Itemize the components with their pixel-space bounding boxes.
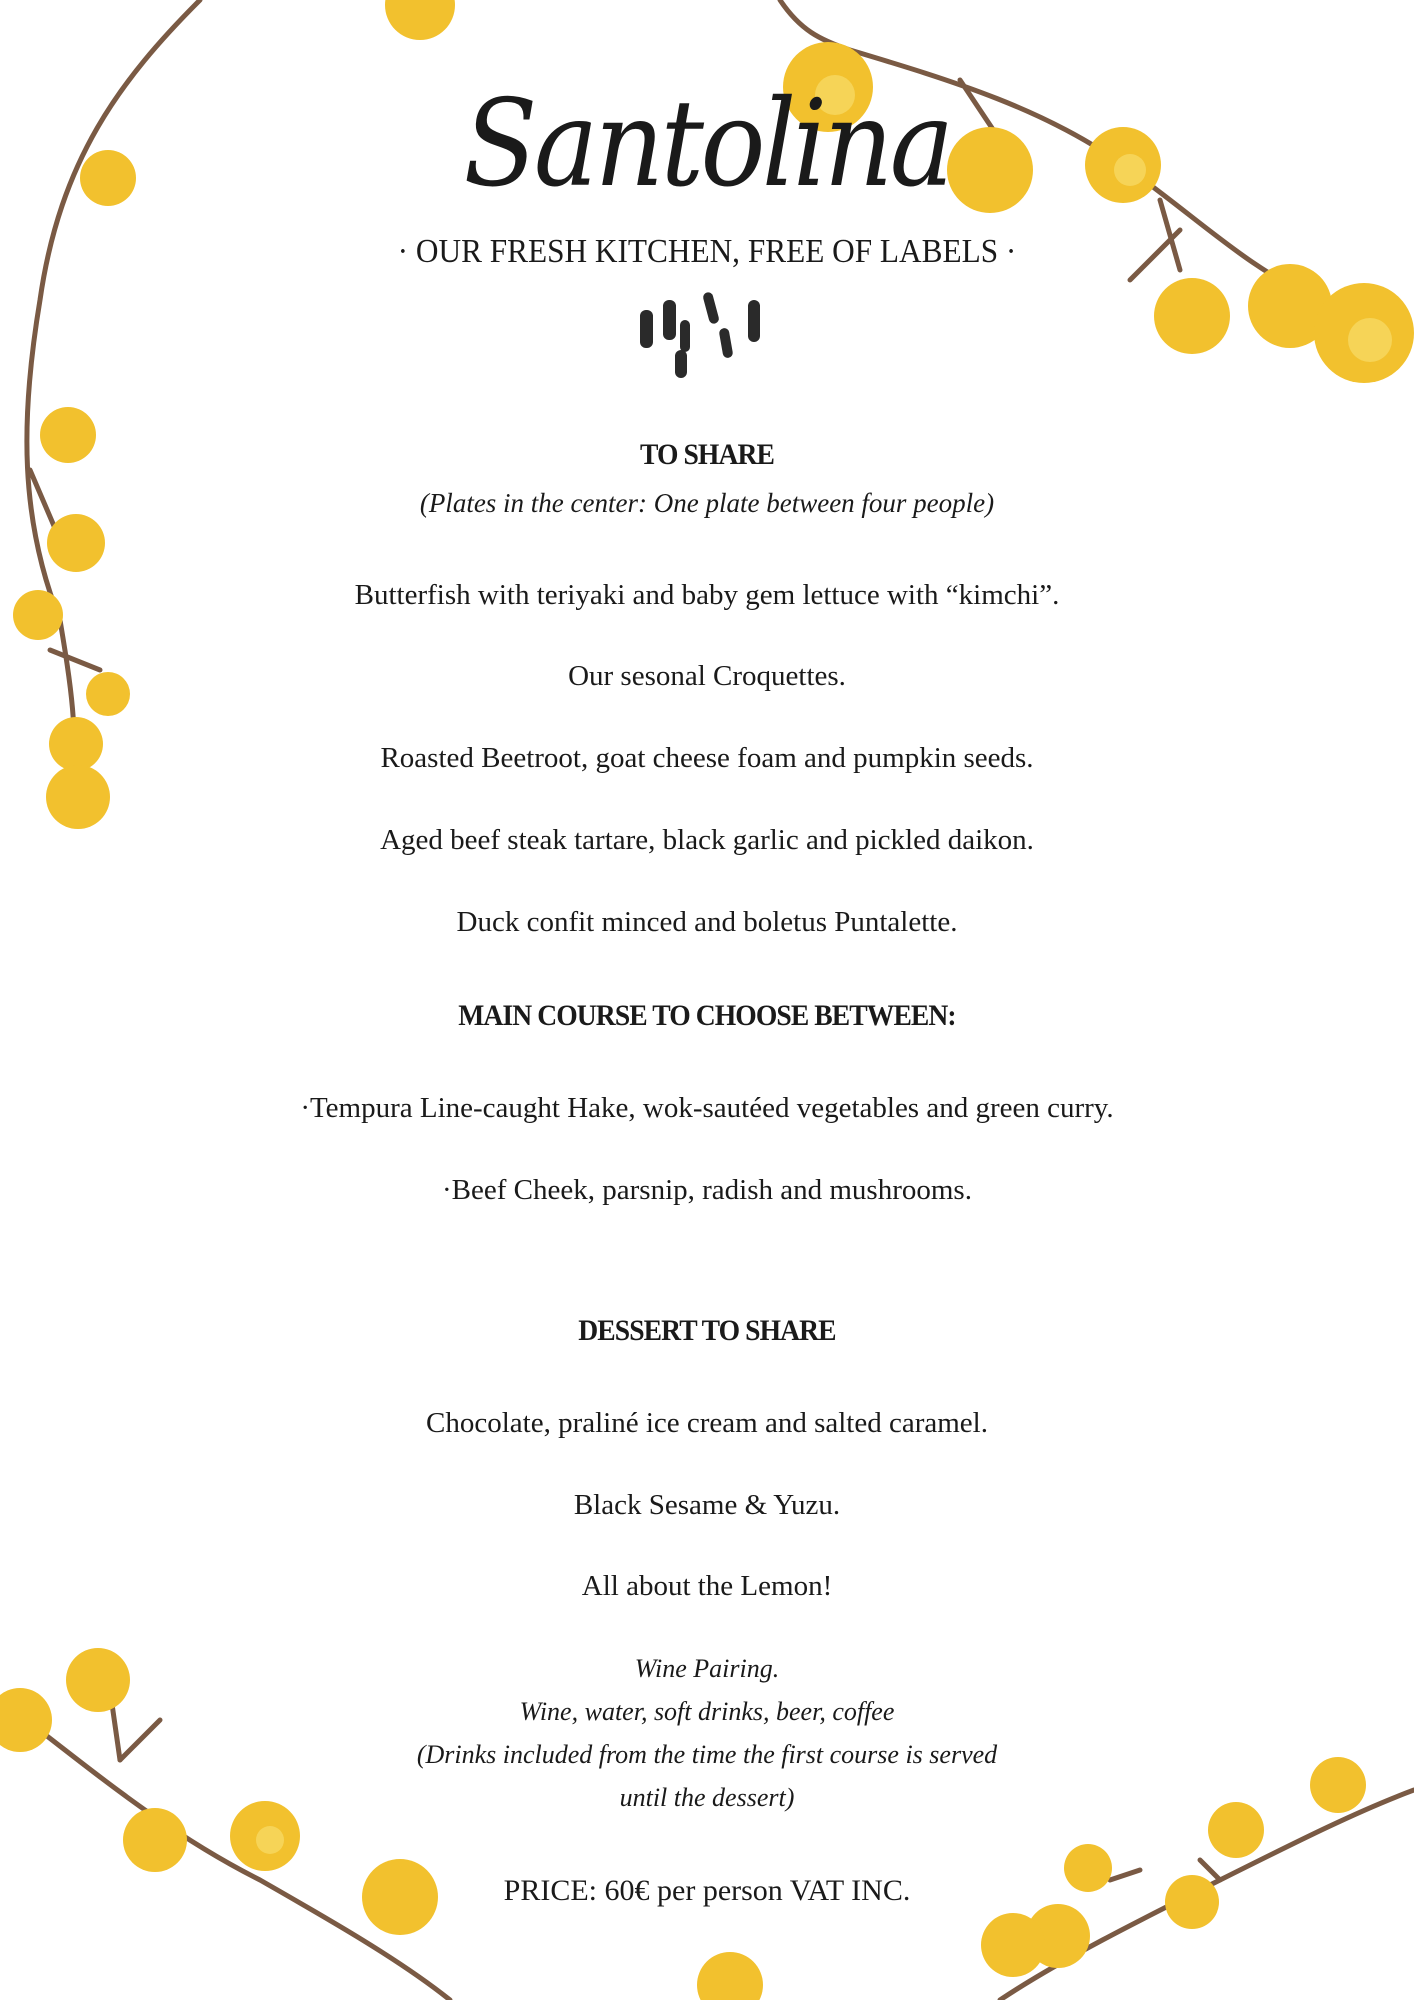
- menu-item: Roasted Beetroot, goat cheese foam and pumpkin seeds.: [380, 742, 1034, 774]
- section-title-dessert: DESSERT TO SHARE: [578, 1314, 836, 1347]
- menu-item: All about the Lemon!: [581, 1570, 833, 1602]
- drinks-line: (Drinks included from the time the first course is served: [416, 1740, 998, 1769]
- section-title-to-share: TO SHARE: [639, 438, 775, 471]
- menu-item: ·Tempura Line-caught Hake, wok-sautéed vegetables and green curry.: [300, 1092, 1114, 1124]
- logo: Santolina: [463, 75, 951, 214]
- menu-item: Butterfish with teriyaki and baby gem lettuce with “kimchi”.: [354, 579, 1060, 611]
- menu-item: Aged beef steak tartare, black garlic and pickled daikon.: [380, 824, 1034, 856]
- to-share-note: (Plates in the center: One plate between four people): [419, 488, 995, 518]
- menu-item: Our sesonal Croquettes.: [568, 660, 846, 692]
- menu-item: Chocolate, praliné ice cream and salted caramel.: [426, 1407, 988, 1439]
- menu-item: Black Sesame & Yuzu.: [573, 1489, 841, 1521]
- menu-item: Duck confit minced and boletus Puntalette.: [456, 906, 958, 938]
- section-title-main-course: MAIN COURSE TO CHOOSE BETWEEN:: [458, 999, 956, 1032]
- brush-mark-icon: [640, 291, 760, 378]
- menu-item: ·Beef Cheek, parsnip, radish and mushrooms.: [442, 1174, 972, 1206]
- drinks-line: until the dessert): [619, 1783, 795, 1812]
- drinks-line: Wine, water, soft drinks, beer, coffee: [519, 1697, 895, 1726]
- drinks-line: Wine Pairing.: [634, 1654, 780, 1683]
- tagline: · OUR FRESH KITCHEN, FREE OF LABELS ·: [397, 233, 1017, 270]
- price: PRICE: 60€ per person VAT INC.: [503, 1874, 911, 1907]
